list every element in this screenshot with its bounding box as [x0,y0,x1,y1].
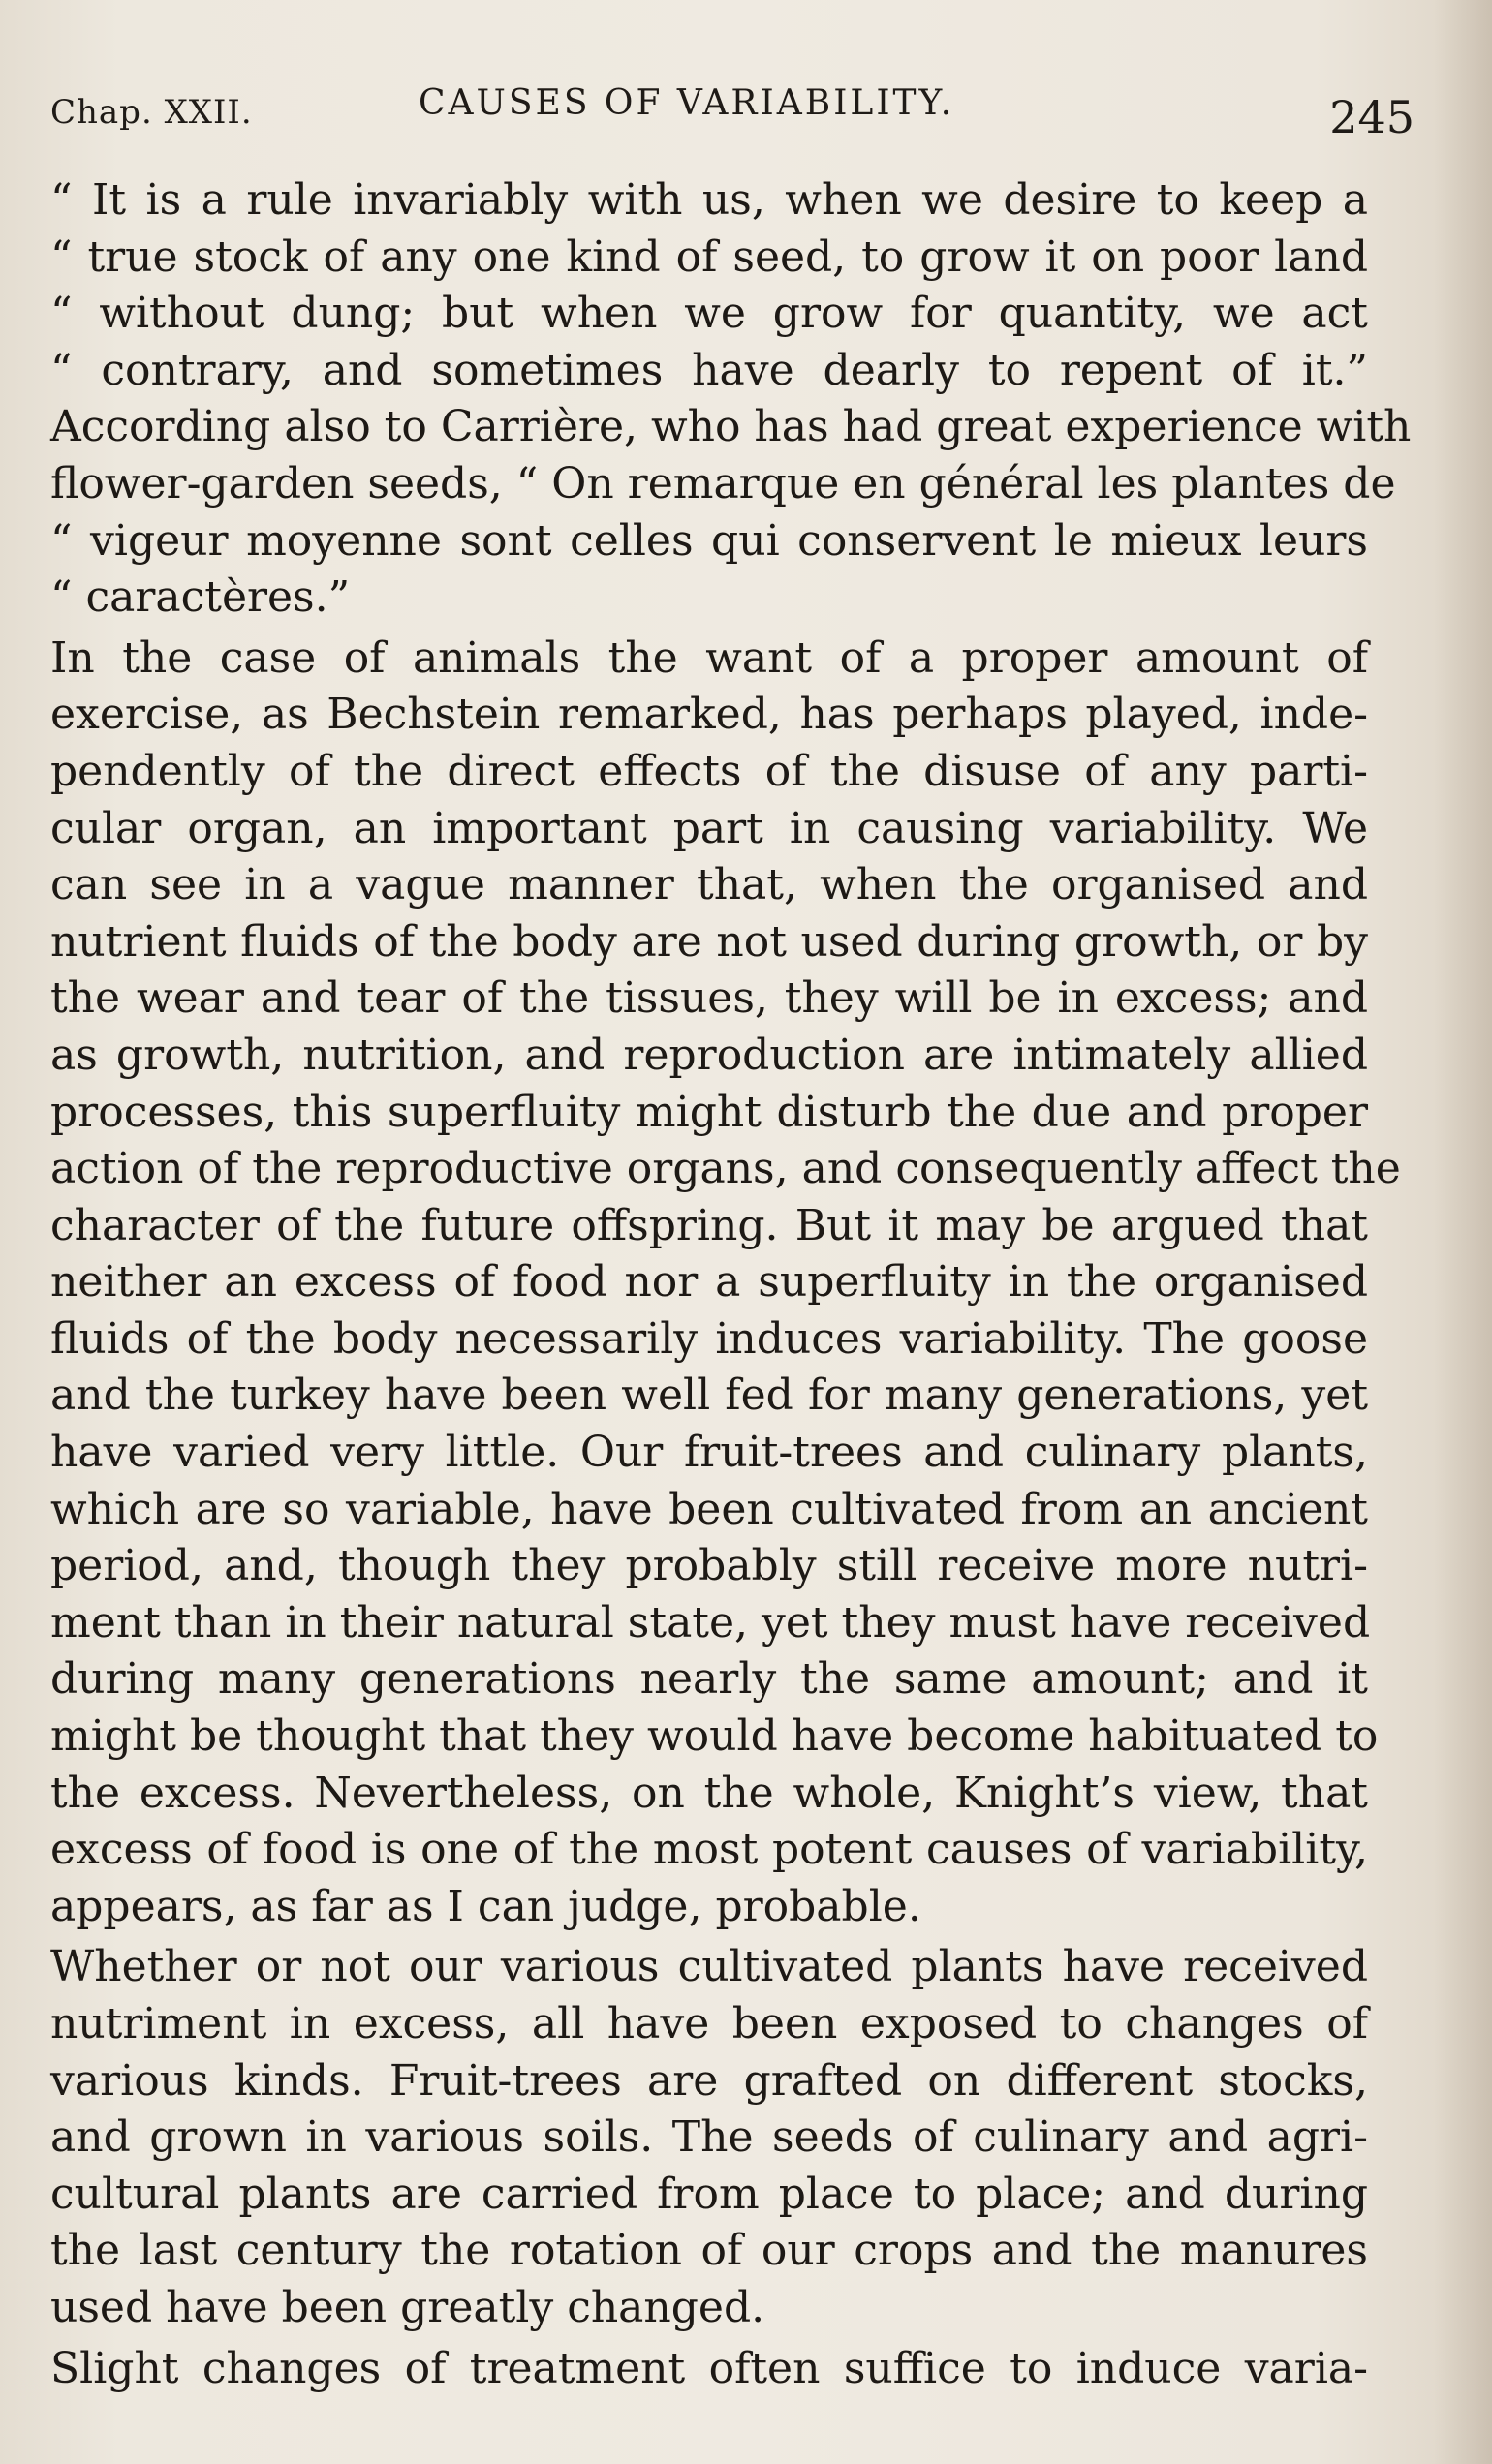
text-line: the wear and tear of the tissues, they will be in excess; and [50,973,1368,1024]
text-line: the excess. Nevertheless, on the whole, Knight’s view, that [50,1768,1368,1818]
text-line: during many generations nearly the same amount; and it [50,1654,1368,1705]
text-line: excess of food is one of the most potent causes of variability, [50,1825,1368,1875]
text-line: period, and, though they probably still receive more nutri- [50,1541,1368,1591]
text-line: appears, as far as I can judge, probable. [50,1881,921,1931]
running-title: CAUSES OF VARIABILITY. [419,83,955,123]
text-line: “ It is a rule invariably with us, when we desire to keep a [50,175,1368,225]
text-line: various kinds. Fruit-trees are grafted on different stocks, [50,2055,1368,2106]
paragraph [50,631,1401,1936]
text-line: In the case of animals the want of a proper amount of [50,632,1368,683]
text-line: nutriment in excess, all have been exposed to changes of [50,1999,1368,2048]
paragraph [50,1939,1368,2336]
text-line: character of the future offspring. But it may be argued that [50,1200,1368,1250]
text-line: According also to Carrière, who has had great experience with [50,402,1412,452]
text-line: “ vigeur moyenne sont celles qui conservent le mieux leurs [50,515,1368,566]
text-line: and the turkey have been well fed for many generations, yet [50,1371,1368,1421]
text-line: ment than in their natural state, yet they must have received [50,1597,1371,1648]
chapter-label: Chap. XXII. [50,93,253,132]
text-line: “ without dung; but when we grow for quantity, we act [50,289,1368,339]
text-line: fluids of the body necessarily induces variability. The goose [50,1313,1368,1364]
text-line: might be thought that they would have become habituated to [50,1711,1379,1762]
running-head [50,77,1414,145]
text-line: and grown in various soils. The seeds of culinary and agri- [50,2112,1368,2163]
text-line: processes, this superfluity might disturb the due and proper [50,1087,1368,1137]
text-line: the last century the rotation of our crops and the manures [50,2226,1368,2276]
text-line: pendently of the direct effects of the disuse of any parti- [50,746,1368,796]
text-line: which are so variable, have been cultivated from an ancient [50,1484,1368,1534]
text-line: nutrient fluids of the body are not used during growth, or by [50,916,1368,967]
text-line: Slight changes of treatment often suffice to induce varia- [50,2343,1368,2393]
text-line: as growth, nutrition, and reproduction are intimately allied [50,1030,1368,1080]
text-line: action of the reproductive organs, and consequently affect the [50,1144,1401,1194]
text-line: exercise, as Bechstein remarked, has perhaps played, inde- [50,690,1368,740]
text-line: cultural plants are carried from place to place; and during [50,2169,1368,2219]
paragraph [50,172,1412,627]
page-number: 245 [1329,91,1414,143]
body-text [50,172,1412,2397]
paragraph [50,2341,1368,2398]
text-line: cular organ, an important part in causing variability. We [50,803,1368,853]
text-line: “ caractères.” [50,572,351,623]
text-line: Whether or not our various cultivated plants have received [50,1942,1368,1992]
text-line: “ contrary, and sometimes have dearly to repent of it.” [50,345,1368,395]
text-line: flower-garden seeds, “ On remarque en général les plantes de [50,458,1396,508]
text-line: neither an excess of food nor a superfluity in the organised [50,1257,1368,1308]
text-line: have varied very little. Our fruit-trees and culinary plants, [50,1428,1368,1478]
text-line: used have been greatly changed. [50,2282,765,2332]
text-line: “ true stock of any one kind of seed, to grow it on poor land [50,231,1368,282]
text-line: can see in a vague manner that, when the organised and [50,860,1368,910]
